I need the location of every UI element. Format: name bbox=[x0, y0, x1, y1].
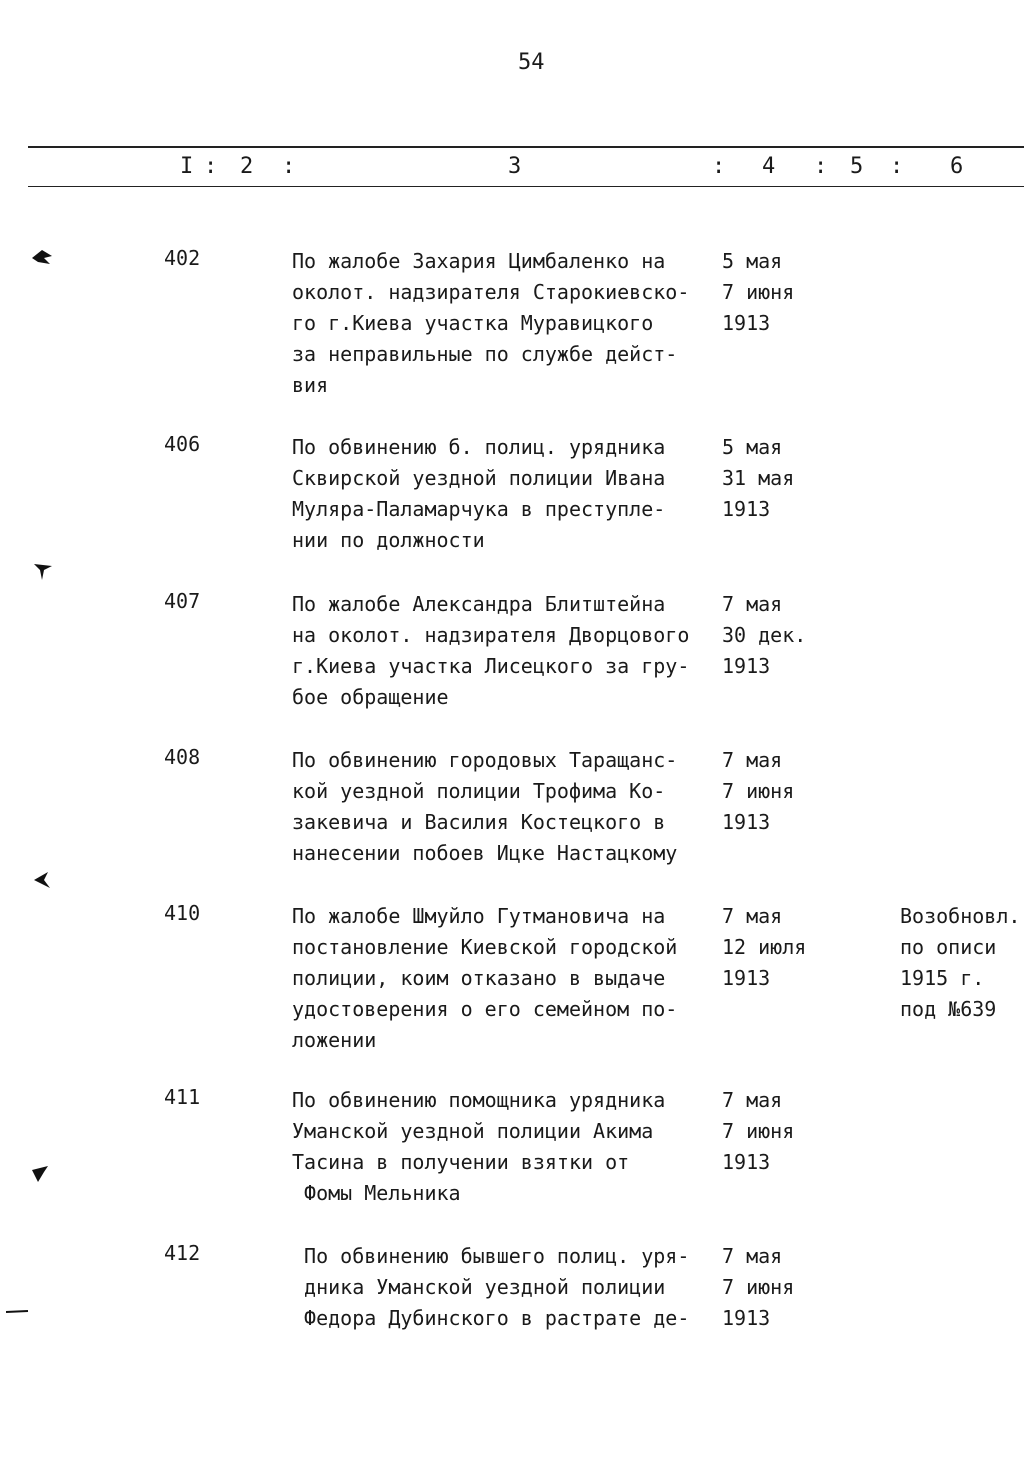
column-header-2: 2 bbox=[240, 154, 254, 179]
column-separator: : bbox=[890, 154, 904, 179]
entry-number: 412 bbox=[164, 1241, 201, 1265]
column-header-6: 6 bbox=[950, 154, 964, 179]
entry-dates: 7 мая 7 июня 1913 bbox=[722, 748, 795, 834]
entry-number: 408 bbox=[164, 745, 201, 769]
entry-dates: 7 мая 30 дек. 1913 bbox=[722, 592, 807, 678]
entry-description: По обвинению помощника урядника Уманской уездной полиции Акима Тасина в получении взятки от Фомы Мельника bbox=[292, 1088, 666, 1205]
column-header-1: I bbox=[180, 154, 194, 179]
entry-dates: 7 мая 7 июня 1913 bbox=[722, 1244, 795, 1330]
entry-dates: 5 мая 7 июня 1913 bbox=[722, 249, 795, 335]
entry-dates: 7 мая 7 июня 1913 bbox=[722, 1088, 795, 1174]
entry-description: По обвинению б. полиц. урядника Сквирской уездной полиции Ивана Муляра-Паламарчука в преступле- нии по должности bbox=[292, 435, 666, 552]
column-separator: : bbox=[814, 154, 828, 179]
header-rule-top bbox=[28, 146, 1024, 148]
entry-dates: 5 мая 31 мая 1913 bbox=[722, 435, 795, 521]
entry-number: 411 bbox=[164, 1085, 201, 1109]
column-header-4: 4 bbox=[762, 154, 776, 179]
column-separator: : bbox=[712, 154, 726, 179]
entry-number: 406 bbox=[164, 432, 201, 456]
entry-dates: 7 мая 12 июля 1913 bbox=[722, 904, 807, 990]
binding-hole-mark-icon bbox=[28, 246, 56, 268]
entry-number: 407 bbox=[164, 589, 201, 613]
entry-description: По обвинению бывшего полиц. уря- дника Уманской уездной полиции Федора Дубинского в растрате де- bbox=[304, 1244, 690, 1330]
binding-hole-mark-icon bbox=[30, 868, 54, 892]
column-separator: : bbox=[204, 154, 218, 179]
entry-description: По жалобе Шмуйло Гутмановича на постановление Киевской городской полиции, коим отказано в выдаче удостоверения о его семейном по- ложении bbox=[292, 904, 678, 1052]
entry-number: 410 bbox=[164, 901, 201, 925]
column-header-5: 5 bbox=[850, 154, 864, 179]
margin-dash-mark-icon bbox=[6, 1308, 30, 1316]
entry-description: По жалобе Александра Блитштейна на околот. надзирателя Дворцового г.Киева участка Лисецкого за гру- бое обращение bbox=[292, 592, 690, 709]
column-separator: : bbox=[282, 154, 296, 179]
header-rule-bottom bbox=[28, 186, 1024, 187]
page-number: 54 bbox=[518, 50, 545, 75]
column-header-3: 3 bbox=[508, 154, 522, 179]
entry-remark: Возобновл. по описи 1915 г. под №639 bbox=[900, 904, 1021, 1021]
entry-description: По обвинению городовых Таращанс- кой уездной полиции Трофима Ко- закевича и Василия Костецкого в нанесении побоев Ицке Настацкому bbox=[292, 748, 678, 865]
binding-hole-mark-icon bbox=[32, 560, 54, 582]
entry-description: По жалобе Захария Цимбаленко на околот. надзирателя Старокиевско- го г.Киева участка Муравицкого за неправильные по службе дейст- вия bbox=[292, 249, 690, 397]
entry-number: 402 bbox=[164, 246, 201, 270]
binding-hole-mark-icon bbox=[30, 1162, 52, 1184]
